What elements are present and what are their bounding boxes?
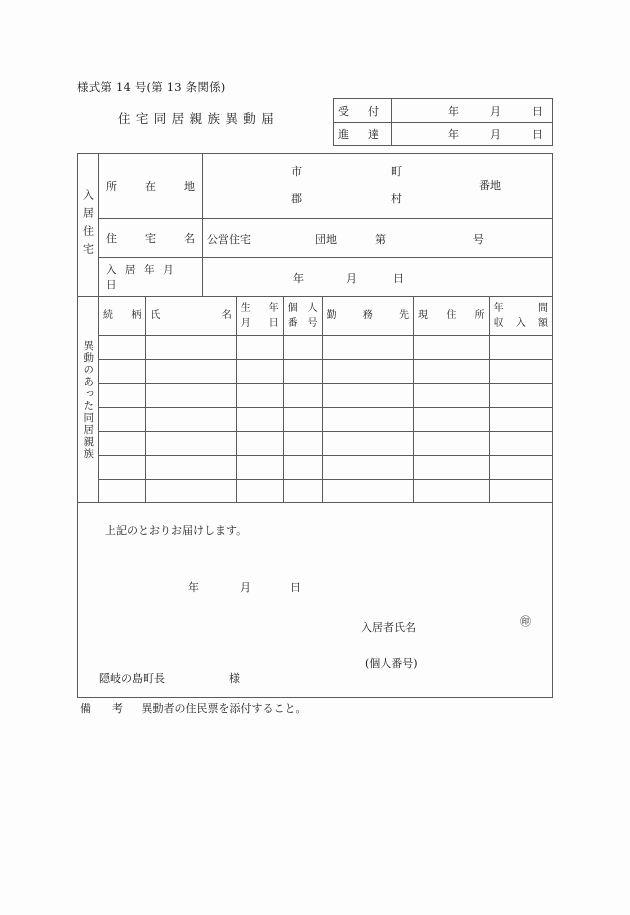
cell-workplace[interactable] bbox=[322, 479, 414, 503]
receipt-row-shintatsu bbox=[334, 122, 552, 145]
cell-relationship[interactable] bbox=[99, 407, 146, 431]
address-son-marker: 村 bbox=[391, 192, 402, 205]
cell-birthdate[interactable] bbox=[236, 455, 283, 479]
col-birth-char-4: 日 bbox=[268, 317, 279, 329]
receipt-month-uketsuke: 月 bbox=[490, 104, 501, 118]
dwelling-address-label-char-3: 地 bbox=[184, 180, 195, 193]
dwelling-house-name-label-char-3: 名 bbox=[184, 232, 195, 245]
column-header-annual-income bbox=[489, 297, 552, 335]
applicant-mynumber-label: (個人番号) bbox=[365, 657, 418, 670]
dwelling-house-name-label bbox=[99, 219, 203, 257]
dwelling-house-name-label-char-1: 住 bbox=[106, 232, 117, 245]
cell-workplace[interactable] bbox=[322, 431, 414, 455]
cell-mynumber[interactable] bbox=[283, 335, 322, 359]
footer-note-label: 備 考 bbox=[80, 702, 128, 715]
cell-current-address[interactable] bbox=[414, 479, 490, 503]
cell-name[interactable] bbox=[146, 359, 236, 383]
col-inc-char-5: 額 bbox=[537, 317, 548, 329]
dwelling-move-in-date-label: 入 居 年 月 日 bbox=[99, 258, 203, 296]
col-birth-char-1: 生 bbox=[240, 302, 251, 314]
addressee-name: 隠岐の島町長 bbox=[99, 672, 165, 685]
cell-annual-income[interactable] bbox=[489, 431, 552, 455]
declaration-month-marker: 月 bbox=[240, 581, 251, 594]
relatives-header-row bbox=[99, 297, 552, 335]
dwelling-row-house-name bbox=[99, 218, 552, 257]
house-name-kouei-jutaku: 公営住宅 bbox=[207, 233, 251, 246]
dwelling-address-label-char-1: 所 bbox=[106, 180, 117, 193]
declaration-day-marker: 日 bbox=[290, 581, 301, 594]
col-name-char-1: 氏 bbox=[150, 310, 161, 322]
table-row bbox=[99, 455, 552, 479]
receipt-month-shintatsu: 月 bbox=[490, 128, 501, 141]
cell-mynumber[interactable] bbox=[283, 455, 322, 479]
col-addr-char-1: 現 bbox=[418, 310, 429, 322]
cell-annual-income[interactable] bbox=[489, 383, 552, 407]
declaration-section bbox=[78, 503, 552, 697]
cell-current-address[interactable] bbox=[414, 335, 490, 359]
declaration-statement: 上記のとおりお届けします。 bbox=[105, 524, 248, 537]
cell-birthdate[interactable] bbox=[236, 431, 283, 455]
cell-workplace[interactable] bbox=[322, 407, 414, 431]
cell-birthdate[interactable] bbox=[236, 383, 283, 407]
dwelling-side-label bbox=[78, 154, 99, 296]
col-inc-char-2: 間 bbox=[538, 302, 548, 314]
form-number: 様式第 14 号(第 13 条関係) bbox=[77, 80, 226, 94]
receipt-date-uketsuke[interactable] bbox=[392, 99, 552, 122]
cell-current-address[interactable] bbox=[414, 383, 490, 407]
cell-workplace[interactable] bbox=[322, 359, 414, 383]
dwelling-house-name-field[interactable] bbox=[203, 219, 552, 257]
cell-mynumber[interactable] bbox=[283, 479, 322, 503]
receipt-row-uketsuke bbox=[334, 99, 552, 122]
relatives-side-label bbox=[78, 297, 99, 502]
dwelling-address-field[interactable] bbox=[203, 154, 552, 218]
cell-relationship[interactable] bbox=[99, 335, 146, 359]
page-title: 住宅同居親族異動届 bbox=[118, 111, 280, 126]
address-shi-marker: 市 bbox=[291, 165, 302, 178]
col-rel-char-1: 続 bbox=[103, 310, 113, 322]
cell-annual-income[interactable] bbox=[489, 407, 552, 431]
cell-annual-income[interactable] bbox=[489, 359, 552, 383]
col-mynum-char-3: 番 bbox=[287, 317, 298, 329]
footer-note-text: 異動者の住民票を添付すること。 bbox=[141, 702, 307, 715]
cell-relationship[interactable] bbox=[99, 479, 146, 503]
cell-relationship[interactable] bbox=[99, 455, 146, 479]
cell-annual-income[interactable] bbox=[489, 455, 552, 479]
cell-name[interactable] bbox=[146, 431, 236, 455]
col-work-char-2: 務 bbox=[362, 310, 373, 322]
declaration-year-marker: 年 bbox=[188, 581, 199, 594]
relatives-table bbox=[99, 297, 552, 503]
cell-current-address[interactable] bbox=[414, 431, 490, 455]
cell-name[interactable] bbox=[146, 455, 236, 479]
cell-birthdate[interactable] bbox=[236, 479, 283, 503]
house-name-danchi: 団地 bbox=[315, 233, 337, 246]
col-work-char-1: 勤 bbox=[326, 310, 337, 322]
cell-relationship[interactable] bbox=[99, 431, 146, 455]
cell-annual-income[interactable] bbox=[489, 479, 552, 503]
col-work-char-3: 先 bbox=[399, 310, 409, 322]
receipt-day-uketsuke: 日 bbox=[532, 104, 543, 118]
table-row bbox=[99, 383, 552, 407]
house-name-dai: 第 bbox=[375, 233, 386, 246]
column-header-current-address bbox=[414, 297, 490, 335]
dwelling-row-address bbox=[99, 154, 552, 218]
relatives-side-label-text: 異動のあった同居親族 bbox=[82, 339, 95, 460]
col-mynum-char-1: 個 bbox=[287, 302, 298, 314]
cell-name[interactable] bbox=[146, 479, 236, 503]
col-addr-char-3: 所 bbox=[474, 310, 485, 322]
cell-workplace[interactable] bbox=[322, 455, 414, 479]
dwelling-house-name-label-char-2: 宅 bbox=[145, 232, 156, 245]
cell-mynumber[interactable] bbox=[283, 407, 322, 431]
receipt-year-uketsuke: 年 bbox=[448, 104, 459, 118]
cell-current-address[interactable] bbox=[414, 407, 490, 431]
col-inc-char-3: 収 bbox=[493, 317, 504, 329]
house-name-gou: 号 bbox=[473, 233, 484, 246]
dwelling-address-label-char-2: 在 bbox=[145, 180, 156, 193]
col-inc-char-4: 入 bbox=[515, 317, 526, 329]
footer-note bbox=[80, 700, 307, 716]
seal-icon: ㊞ bbox=[520, 615, 531, 628]
col-rel-char-2: 柄 bbox=[131, 310, 142, 322]
move-in-day-marker: 日 bbox=[393, 272, 404, 285]
cell-mynumber[interactable] bbox=[283, 359, 322, 383]
relatives-section bbox=[78, 297, 552, 503]
receipt-year-shintatsu: 年 bbox=[448, 128, 459, 141]
table-row bbox=[99, 479, 552, 503]
col-birth-char-3: 月 bbox=[240, 317, 251, 329]
column-header-workplace bbox=[322, 297, 414, 335]
dwelling-row-move-in-date bbox=[99, 257, 552, 296]
cell-annual-income[interactable] bbox=[489, 335, 552, 359]
cell-mynumber[interactable] bbox=[283, 431, 322, 455]
receipt-box bbox=[333, 98, 553, 146]
cell-name[interactable] bbox=[146, 383, 236, 407]
dwelling-rows bbox=[99, 154, 552, 296]
receipt-day-shintatsu: 日 bbox=[532, 128, 543, 141]
main-form-frame bbox=[77, 153, 553, 698]
receipt-label-uketsuke: 受 付 bbox=[334, 99, 392, 122]
column-header-mynumber bbox=[283, 297, 322, 335]
cell-workplace[interactable] bbox=[322, 335, 414, 359]
col-mynum-char-2: 人 bbox=[307, 302, 318, 314]
cell-birthdate[interactable] bbox=[236, 359, 283, 383]
cell-relationship[interactable] bbox=[99, 383, 146, 407]
cell-current-address[interactable] bbox=[414, 455, 490, 479]
address-gun-marker: 郡 bbox=[291, 192, 302, 205]
dwelling-address-label bbox=[99, 154, 203, 218]
col-name-char-2: 名 bbox=[221, 310, 232, 322]
dwelling-move-in-date-field[interactable] bbox=[203, 258, 552, 296]
column-header-name bbox=[146, 297, 236, 335]
table-row bbox=[99, 431, 552, 455]
cell-name[interactable] bbox=[146, 407, 236, 431]
dwelling-section bbox=[78, 154, 552, 297]
cell-workplace[interactable] bbox=[322, 383, 414, 407]
cell-current-address[interactable] bbox=[414, 359, 490, 383]
relatives-table-head bbox=[99, 297, 552, 335]
cell-birthdate[interactable] bbox=[236, 407, 283, 431]
receipt-label-shintatsu: 進 達 bbox=[334, 123, 392, 145]
col-addr-char-2: 住 bbox=[446, 310, 457, 322]
table-row bbox=[99, 407, 552, 431]
column-header-relationship bbox=[99, 297, 146, 335]
relatives-table-body bbox=[99, 335, 552, 503]
column-header-birthdate bbox=[236, 297, 283, 335]
address-banchi-marker: 番地 bbox=[479, 179, 501, 192]
receipt-date-shintatsu[interactable] bbox=[392, 123, 552, 145]
table-row bbox=[99, 359, 552, 383]
dwelling-side-label-text: 入居住宅 bbox=[81, 189, 95, 261]
table-row bbox=[99, 335, 552, 359]
col-inc-char-1: 年 bbox=[493, 302, 504, 314]
address-cho-marker: 町 bbox=[391, 165, 402, 178]
col-birth-char-2: 年 bbox=[268, 302, 279, 314]
cell-relationship[interactable] bbox=[99, 359, 146, 383]
cell-name[interactable] bbox=[146, 335, 236, 359]
col-mynum-char-4: 号 bbox=[307, 317, 318, 329]
cell-mynumber[interactable] bbox=[283, 383, 322, 407]
addressee-honorific: 様 bbox=[229, 672, 240, 685]
applicant-name-label: 入居者氏名 bbox=[361, 621, 416, 634]
cell-birthdate[interactable] bbox=[236, 335, 283, 359]
move-in-month-marker: 月 bbox=[346, 272, 357, 285]
move-in-year-marker: 年 bbox=[293, 272, 304, 285]
